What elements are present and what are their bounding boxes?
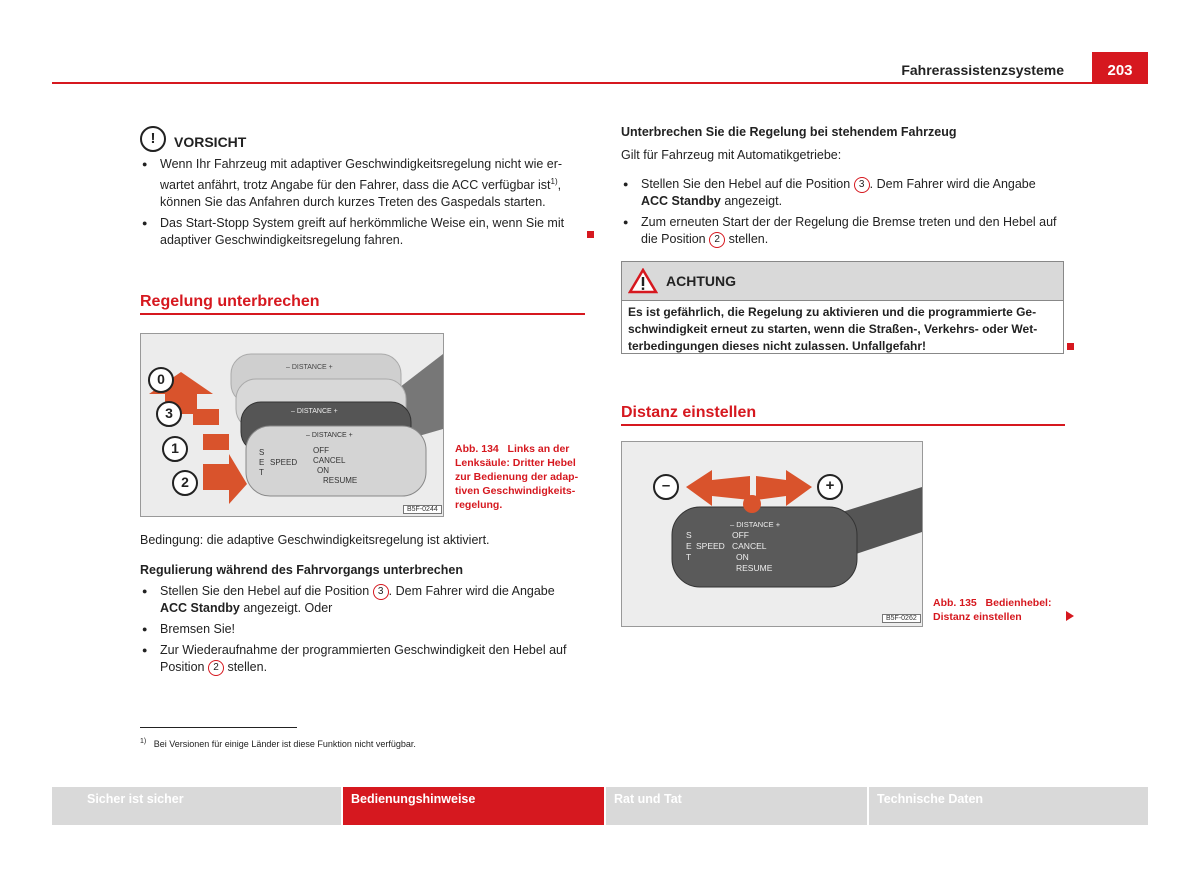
warning-triangle-icon: [628, 268, 658, 294]
position-2-label: 2: [181, 474, 189, 490]
footer-tab-rat-und-tat[interactable]: Rat und Tat: [606, 787, 867, 825]
footer-tab-sicher[interactable]: Sicher ist sicher: [52, 787, 341, 825]
lever-function-labels: OFF CANCEL ON RESUME: [732, 530, 773, 573]
footer-tab-bedienung[interactable]: Bedienungshinweise: [343, 787, 604, 825]
lever-distance-label-front: – DISTANCE +: [306, 432, 353, 439]
header-rule: [52, 82, 1148, 84]
caution-icon: !: [140, 126, 166, 152]
position-badge: 3: [373, 584, 389, 600]
position-badge: 3: [854, 177, 870, 193]
intro-automatic: Gilt für Fahrzeug mit Automatikgetriebe:: [621, 148, 842, 162]
running-header-title: Fahrerassistenzsysteme: [901, 62, 1064, 78]
footnote: $^{1)}$ Bei Versionen für einige Länder ist diese Funktion nicht verfügbar.: [140, 738, 416, 749]
section-heading-distanz: Distanz einstellen: [621, 404, 757, 421]
lever-set-letters: S E T: [259, 448, 265, 477]
lever-set-letters: S E T: [686, 530, 692, 562]
figure-134-lever: [140, 333, 444, 517]
drive-bullet-3: ● Zur Wiederaufnahme der programmierten Geschwindigkeit den Hebel auf Position 2 stellen.: [140, 642, 585, 676]
lever-distance-label: – DISTANCE +: [730, 520, 781, 529]
position-0-label: 0: [157, 371, 165, 387]
plus-icon: +: [825, 477, 835, 494]
standstill-bullet-2: ● Zum erneuten Start der der Regelung die Bremse treten und den Hebel auf die Position 2 stellen.: [621, 214, 1065, 248]
drive-bullets: [140, 583, 585, 676]
section-rule: [140, 313, 585, 315]
figure-code: B5F-0262: [882, 614, 921, 623]
figure-134-caption: Abb. 134 Links an der Lenksäule: Dritter Hebel zur Bedienung der adap-tiven Geschwindigkeits-regelung.: [455, 443, 579, 511]
caution-title: VORSICHT: [174, 134, 247, 150]
warning-text: Es ist gefährlich, die Regelung zu aktivieren und die programmierte Ge-schwindigkeit erneut zu starten, wenn die Straßen-, Verkehrs- oder Wet-terbedingungen dieses nicht zulassen. Unfallgefahr!: [628, 305, 1038, 353]
lever-distance-label-mid: – DISTANCE +: [291, 408, 338, 415]
position-3-label: 3: [165, 405, 173, 421]
subheading-during-drive: Regulierung während des Fahrvorgangs unterbrechen: [140, 563, 463, 577]
standstill-bullets: [621, 176, 1065, 248]
section-rule: [621, 424, 1065, 426]
position-badge: 2: [208, 660, 224, 676]
figure-135-lever: [621, 441, 923, 627]
footer-tab-technische-daten[interactable]: Technische Daten: [869, 787, 1148, 825]
warning-title: ACHTUNG: [666, 273, 736, 289]
standstill-bullet-1: ● Stellen Sie den Hebel auf die Position 3 . Dem Fahrer wird die Angabe ACC Standby angezeigt.: [621, 176, 1065, 210]
section-heading-regelung: Regelung unterbrechen: [140, 293, 320, 310]
lever-distance-label-back: – DISTANCE +: [286, 364, 333, 371]
footnote-rule: [140, 727, 297, 728]
drive-bullet-1: ● Stellen Sie den Hebel auf die Position 3 . Dem Fahrer wird die Angabe ACC Standby angezeigt. Oder: [140, 583, 585, 617]
condition-text: Bedingung: die adaptive Geschwindigkeitsregelung ist aktiviert.: [140, 533, 490, 547]
caution-bullet-1: ● Wenn Ihr Fahrzeug mit adaptiver Geschwindigkeitsregelung nicht wie er-wartet anfährt, trotz Angabe für den Fahrer, dass die ACC verfügbar ist$^{1)}$, können Sie das Anfahren durch kurzes Treten des Gaspedals starten.: [140, 156, 585, 211]
lever-function-labels: OFF CANCEL ON RESUME: [313, 446, 358, 485]
figure-135-caption: Abb. 135 Bedienhebel: Distanz einstellen: [933, 597, 1052, 623]
position-1-label: 1: [171, 440, 179, 456]
minus-icon: –: [661, 477, 671, 494]
page-number: 203: [1092, 52, 1148, 84]
end-marker: [1067, 343, 1074, 350]
caution-block: [140, 126, 585, 249]
warning-box: [621, 261, 1064, 354]
lever-speed-label: SPEED: [696, 541, 725, 551]
caution-bullet-2: ● Das Start-Stopp System greift auf herkömmliche Weise ein, wenn Sie mit adaptiver Geschwindigkeitsregelung fahren.: [140, 215, 585, 249]
lever-speed-label: SPEED: [270, 458, 298, 467]
continue-arrow-icon: [1066, 611, 1074, 621]
drive-bullet-2: ● Bremsen Sie!: [140, 621, 585, 638]
end-marker: [587, 231, 594, 238]
figure-code: B5F-0244: [403, 505, 442, 514]
position-badge: 2: [709, 232, 725, 248]
subheading-standstill: Unterbrechen Sie die Regelung bei stehendem Fahrzeug: [621, 125, 957, 139]
